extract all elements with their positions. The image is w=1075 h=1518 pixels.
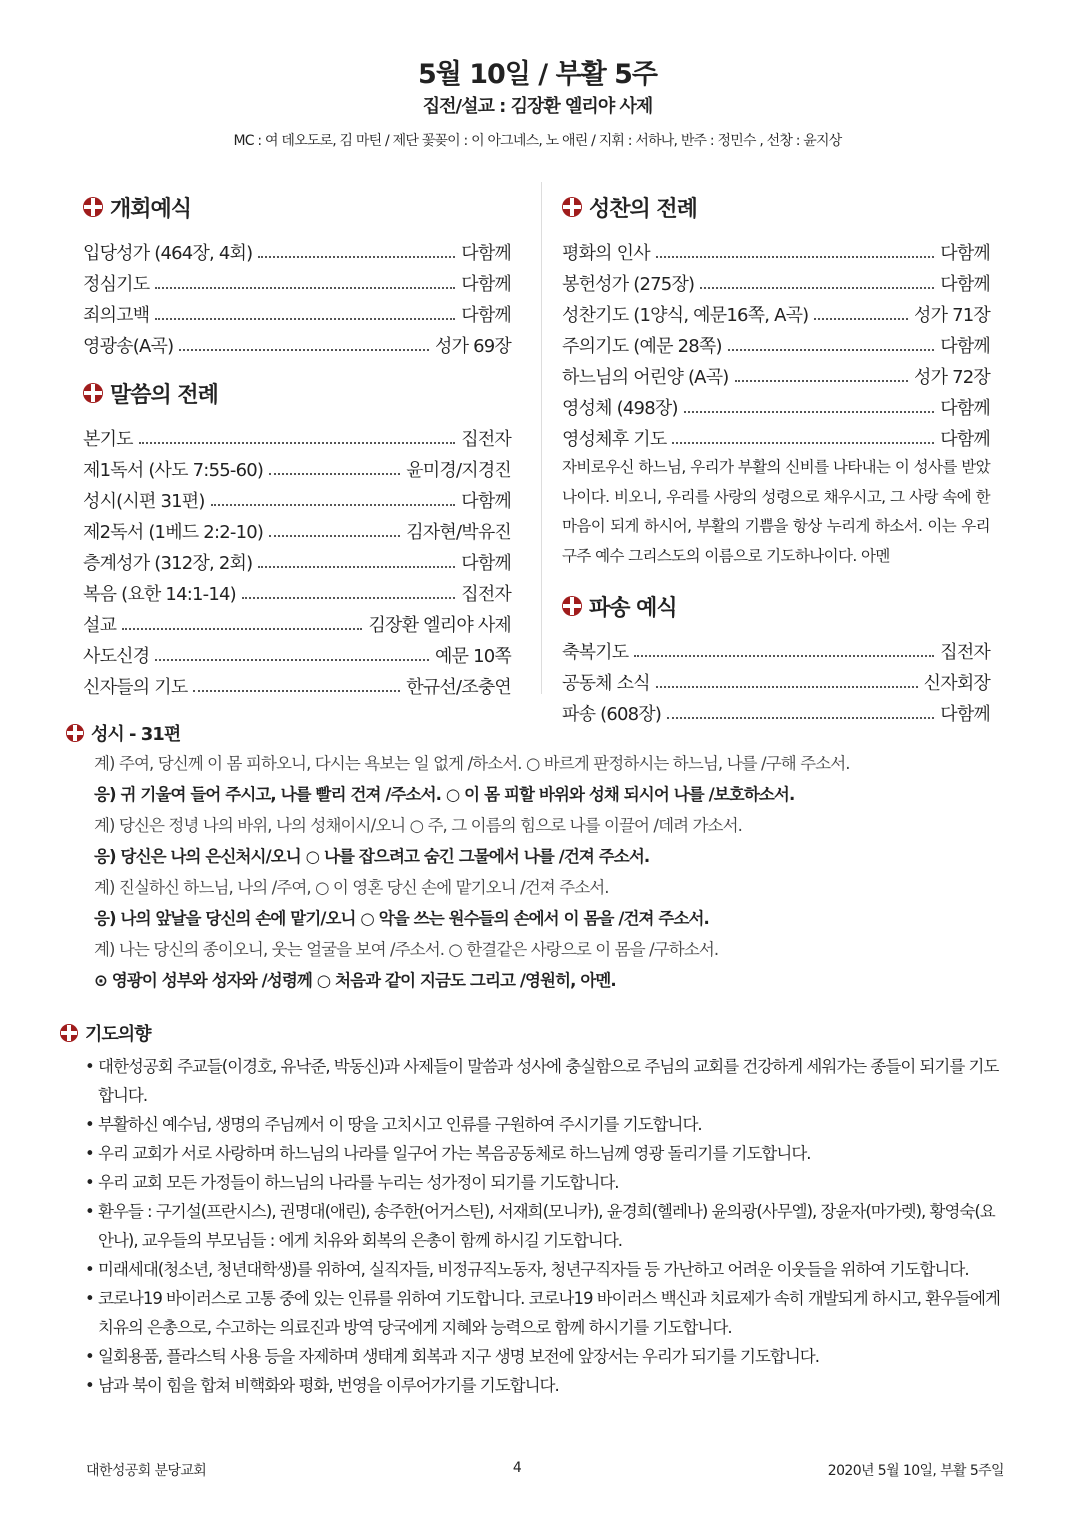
footer-date: 2020년 5월 10일, 부활 5주일 <box>827 1463 1004 1479</box>
dot-leader <box>728 349 935 351</box>
section-title: 파송 예식 <box>589 595 677 621</box>
order-item <box>83 327 511 358</box>
item-value: 다함께 <box>461 305 511 326</box>
prayer-item: • 미래세대(청소년, 청년대학생)를 위하여, 실직자들, 비정규직노동자, 청년구직자들 등 가난하고 어려운 이웃들을 위하여 기도합니다. <box>98 1255 1005 1284</box>
dot-leader <box>155 318 455 320</box>
dot-leader <box>700 287 934 289</box>
column-divider <box>541 182 542 694</box>
item-label: 축복기도 <box>562 642 629 663</box>
section-title: 말씀의 전례 <box>110 382 218 408</box>
order-item <box>562 664 990 695</box>
item-label: 성시(시편 31편) <box>83 491 205 512</box>
dot-leader <box>155 287 455 289</box>
dot-leader <box>634 655 934 657</box>
section-title: 개회예식 <box>110 196 192 222</box>
order-item <box>562 633 990 664</box>
dot-leader <box>211 504 456 506</box>
item-label: 파송 (608장) <box>562 704 662 725</box>
item-label: 죄의고백 <box>83 305 150 326</box>
footer <box>86 1460 1004 1480</box>
item-value: 신자회장 <box>923 673 990 694</box>
dot-leader <box>269 473 400 475</box>
section-heading <box>83 376 511 410</box>
dot-leader <box>193 690 400 692</box>
order-item <box>83 265 511 296</box>
item-value: 다함께 <box>940 704 990 725</box>
item-value: 윤미경/지경진 <box>406 460 511 481</box>
response-line: 응) 당신은 나의 은신처시/오니 ○ 나를 잡으려고 숨긴 그물에서 나를 /건져 주소서. <box>94 847 650 866</box>
cross-icon <box>66 724 84 742</box>
order-item <box>83 668 511 699</box>
order-item <box>83 420 511 451</box>
item-value: 예문 10쪽 <box>435 646 511 667</box>
order-item <box>562 358 990 389</box>
response-line: ⊙ 영광이 성부와 성자와 /성령께 ○ 처음과 같이 지금도 그리고 /영원히, 아멘. <box>94 971 616 990</box>
section-gap <box>83 358 511 376</box>
response-line: 응) 귀 기울여 들어 주시고, 나를 빨리 건져 /주소서. ○ 이 몸 피할 바위와 성채 되시어 나를 /보호하소서. <box>94 785 795 804</box>
item-value: 다함께 <box>940 243 990 264</box>
order-item <box>83 296 511 327</box>
item-label: 신자들의 기도 <box>83 677 188 698</box>
prayer-item: • 코로나19 바이러스로 고통 중에 있는 인류를 위하여 기도합니다. 코로나19 바이러스 백신과 치료제가 속히 개발되게 하시고, 환우들에게 치유의 은총으로, 수고하는 의료진과 방역 당국에게 지혜와 능력으로 함께 하시기를 기도합니다. <box>98 1284 1005 1342</box>
psalm-section <box>66 720 966 996</box>
dot-leader <box>258 566 455 568</box>
celebrant: 집전/설교 : 김장환 엘리야 사제 <box>422 96 653 117</box>
verse-line: 계) 진실하신 하느님, 나의 /주여, ○ 이 영혼 당신 손에 맡기오니 /건져 주소서. <box>94 878 609 897</box>
order-item <box>562 296 990 327</box>
psalm-heading <box>66 720 966 746</box>
item-label: 봉헌성가 (275장) <box>562 274 695 295</box>
item-label: 설교 <box>83 615 117 636</box>
item-label: 주의기도 (예문 28쪽) <box>562 336 722 357</box>
item-label: 입당성가 (464장, 4회) <box>83 243 253 264</box>
item-label: 영성체 (498장) <box>562 398 678 419</box>
section-title: 성찬의 전례 <box>589 196 697 222</box>
postcommunion-prayer: 자비로우신 하느님, 우리가 부활의 신비를 나타내는 이 성사를 받았나이다. 비오니, 우리를 사랑의 성령으로 채우시고, 그 사랑 속에 한 마음이 되게 하시어, 부활의 기쁨을 항상 누리게 하소서. 이는 우리 구주 예수 그리스도의 이름으로 기도하나이다. 아멘 <box>562 458 990 565</box>
dot-leader <box>242 597 455 599</box>
item-label: 사도신경 <box>83 646 150 667</box>
item-label: 복음 (요한 14:1-14) <box>83 584 236 605</box>
item-value: 다함께 <box>461 243 511 264</box>
order-item <box>83 544 511 575</box>
item-value: 집전자 <box>461 429 511 450</box>
dot-leader <box>258 256 455 258</box>
prayers-heading <box>60 1020 1005 1046</box>
prayer-intentions <box>60 1020 1005 1400</box>
dot-leader <box>684 411 935 413</box>
order-item <box>83 606 511 637</box>
order-item <box>83 451 511 482</box>
item-label: 층계성가 (312장, 2회) <box>83 553 253 574</box>
cross-icon <box>83 197 103 217</box>
item-label: 하느님의 어린양 (A곡) <box>562 367 729 388</box>
dot-leader <box>269 535 400 537</box>
prayer-item: • 남과 북이 힘을 합쳐 비핵화와 평화, 번영을 이루어가기를 기도합니다. <box>98 1371 1005 1400</box>
item-value: 다함께 <box>940 398 990 419</box>
staff-list: MC : 여 데오도로, 김 마틴 / 제단 꽃꽂이 : 이 아그네스, 노 애린 / 지휘 : 서하나, 반주 : 정민수 , 선창 : 윤지상 <box>233 133 842 149</box>
dot-leader <box>672 442 934 444</box>
order-item <box>562 234 990 265</box>
item-label: 성찬기도 (1양식, 예문16쪽, A곡) <box>562 305 809 326</box>
item-label: 공동체 소식 <box>562 673 650 694</box>
item-value: 집전자 <box>461 584 511 605</box>
cross-icon <box>83 383 103 403</box>
response-line: 응) 나의 앞날을 당신의 손에 맡기/오니 ○ 악을 쓰는 원수들의 손에서 이 몸을 /건져 주소서. <box>94 909 709 928</box>
order-item <box>83 234 511 265</box>
section-heading <box>562 589 990 623</box>
prayer-item: • 일회용품, 플라스틱 사용 등을 자제하며 생태계 회복과 지구 생명 보전에 앞장서는 우리가 되기를 기도합니다. <box>98 1342 1005 1371</box>
dot-leader <box>155 659 429 661</box>
dot-leader <box>656 256 934 258</box>
prayer-item: • 우리 교회가 서로 사랑하며 하느님의 나라를 일구어 가는 복음공동체로 하느님께 영광 돌리기를 기도합니다. <box>98 1139 1005 1168</box>
dot-leader <box>667 717 934 719</box>
dot-leader <box>735 380 908 382</box>
order-item <box>562 420 990 451</box>
order-item <box>562 389 990 420</box>
order-item <box>83 637 511 668</box>
prayer-item: • 우리 교회 모든 가정들이 하느님의 나라를 누리는 성가정이 되기를 기도합니다. <box>98 1168 1005 1197</box>
item-value: 성가 71장 <box>914 305 990 326</box>
item-value: 성가 72장 <box>914 367 990 388</box>
prayer-item: • 부활하신 예수님, 생명의 주님께서 이 땅을 고치시고 인류를 구원하여 주시기를 기도합니다. <box>98 1110 1005 1139</box>
verse-line: 계) 주여, 당신께 이 몸 피하오니, 다시는 욕보는 일 없게 /하소서. ○ 바르게 판정하시는 하느님, 나를 /구해 주소서. <box>94 754 850 773</box>
verse-line: 계) 당신은 정녕 나의 바위, 나의 성채이시/오니 ○ 주, 그 이름의 힘으로 나를 이끌어 /데려 가소서. <box>94 816 742 835</box>
dot-leader <box>656 686 918 688</box>
item-value: 다함께 <box>461 274 511 295</box>
order-item <box>562 327 990 358</box>
item-value: 다함께 <box>940 429 990 450</box>
dot-leader <box>179 349 429 351</box>
psalm-title: 성시 - 31편 <box>91 724 181 745</box>
prayer-item: • 대한성공회 주교들(이경호, 유낙준, 박동신)과 사제들이 말씀과 성사에 충실함으로 주님의 교회를 건강하게 세워가는 종들이 되기를 기도합니다. <box>98 1052 1005 1110</box>
item-label: 평화의 인사 <box>562 243 650 264</box>
dot-leader <box>122 628 362 630</box>
left-column <box>83 190 511 699</box>
item-label: 영광송(A곡) <box>83 336 174 357</box>
prayers-title: 기도의향 <box>85 1024 151 1045</box>
item-value: 한규선/조충연 <box>406 677 511 698</box>
cross-icon <box>60 1024 78 1042</box>
item-value: 다함께 <box>940 274 990 295</box>
verse-line: 계) 나는 당신의 종이오니, 웃는 얼굴을 보여 /주소서. ○ 한결같은 사랑으로 이 몸을 /구하소서. <box>94 940 719 959</box>
item-value: 집전자 <box>940 642 990 663</box>
page-title: 5월 10일 / 부활 5주 <box>417 59 658 90</box>
cross-icon <box>562 197 582 217</box>
item-value: 김자현/박유진 <box>406 522 511 543</box>
item-label: 제2독서 (1베드 2:2-10) <box>83 522 264 543</box>
dot-leader <box>814 318 908 320</box>
item-label: 정심기도 <box>83 274 150 295</box>
section-gap <box>562 571 990 589</box>
page-number: 4 <box>512 1460 522 1476</box>
item-value: 다함께 <box>461 553 511 574</box>
cross-icon <box>562 596 582 616</box>
order-item <box>83 513 511 544</box>
item-value: 김장환 엘리야 사제 <box>368 615 511 636</box>
order-item <box>562 265 990 296</box>
item-label: 제1독서 (사도 7:55-60) <box>83 460 264 481</box>
order-item <box>83 575 511 606</box>
section-heading <box>562 190 990 224</box>
section-heading <box>83 190 511 224</box>
prayer-item: • 환우들 : 구기설(프란시스), 권명대(애린), 송주한(어거스틴), 서재희(모니카), 윤경희(헬레나) 윤의광(사무엘), 장윤자(마가렛), 황영숙(요안나), 교우들의 부모님들 : 에게 치유와 회복의 은총이 함께 하시길 기도합니다. <box>98 1197 1005 1255</box>
order-item <box>83 482 511 513</box>
footer-church: 대한성공회 분당교회 <box>86 1463 207 1479</box>
item-label: 영성체후 기도 <box>562 429 667 450</box>
item-value: 다함께 <box>940 336 990 357</box>
item-label: 본기도 <box>83 429 133 450</box>
dot-leader <box>139 442 455 444</box>
item-value: 다함께 <box>461 491 511 512</box>
right-column <box>562 190 990 726</box>
item-value: 성가 69장 <box>435 336 511 357</box>
